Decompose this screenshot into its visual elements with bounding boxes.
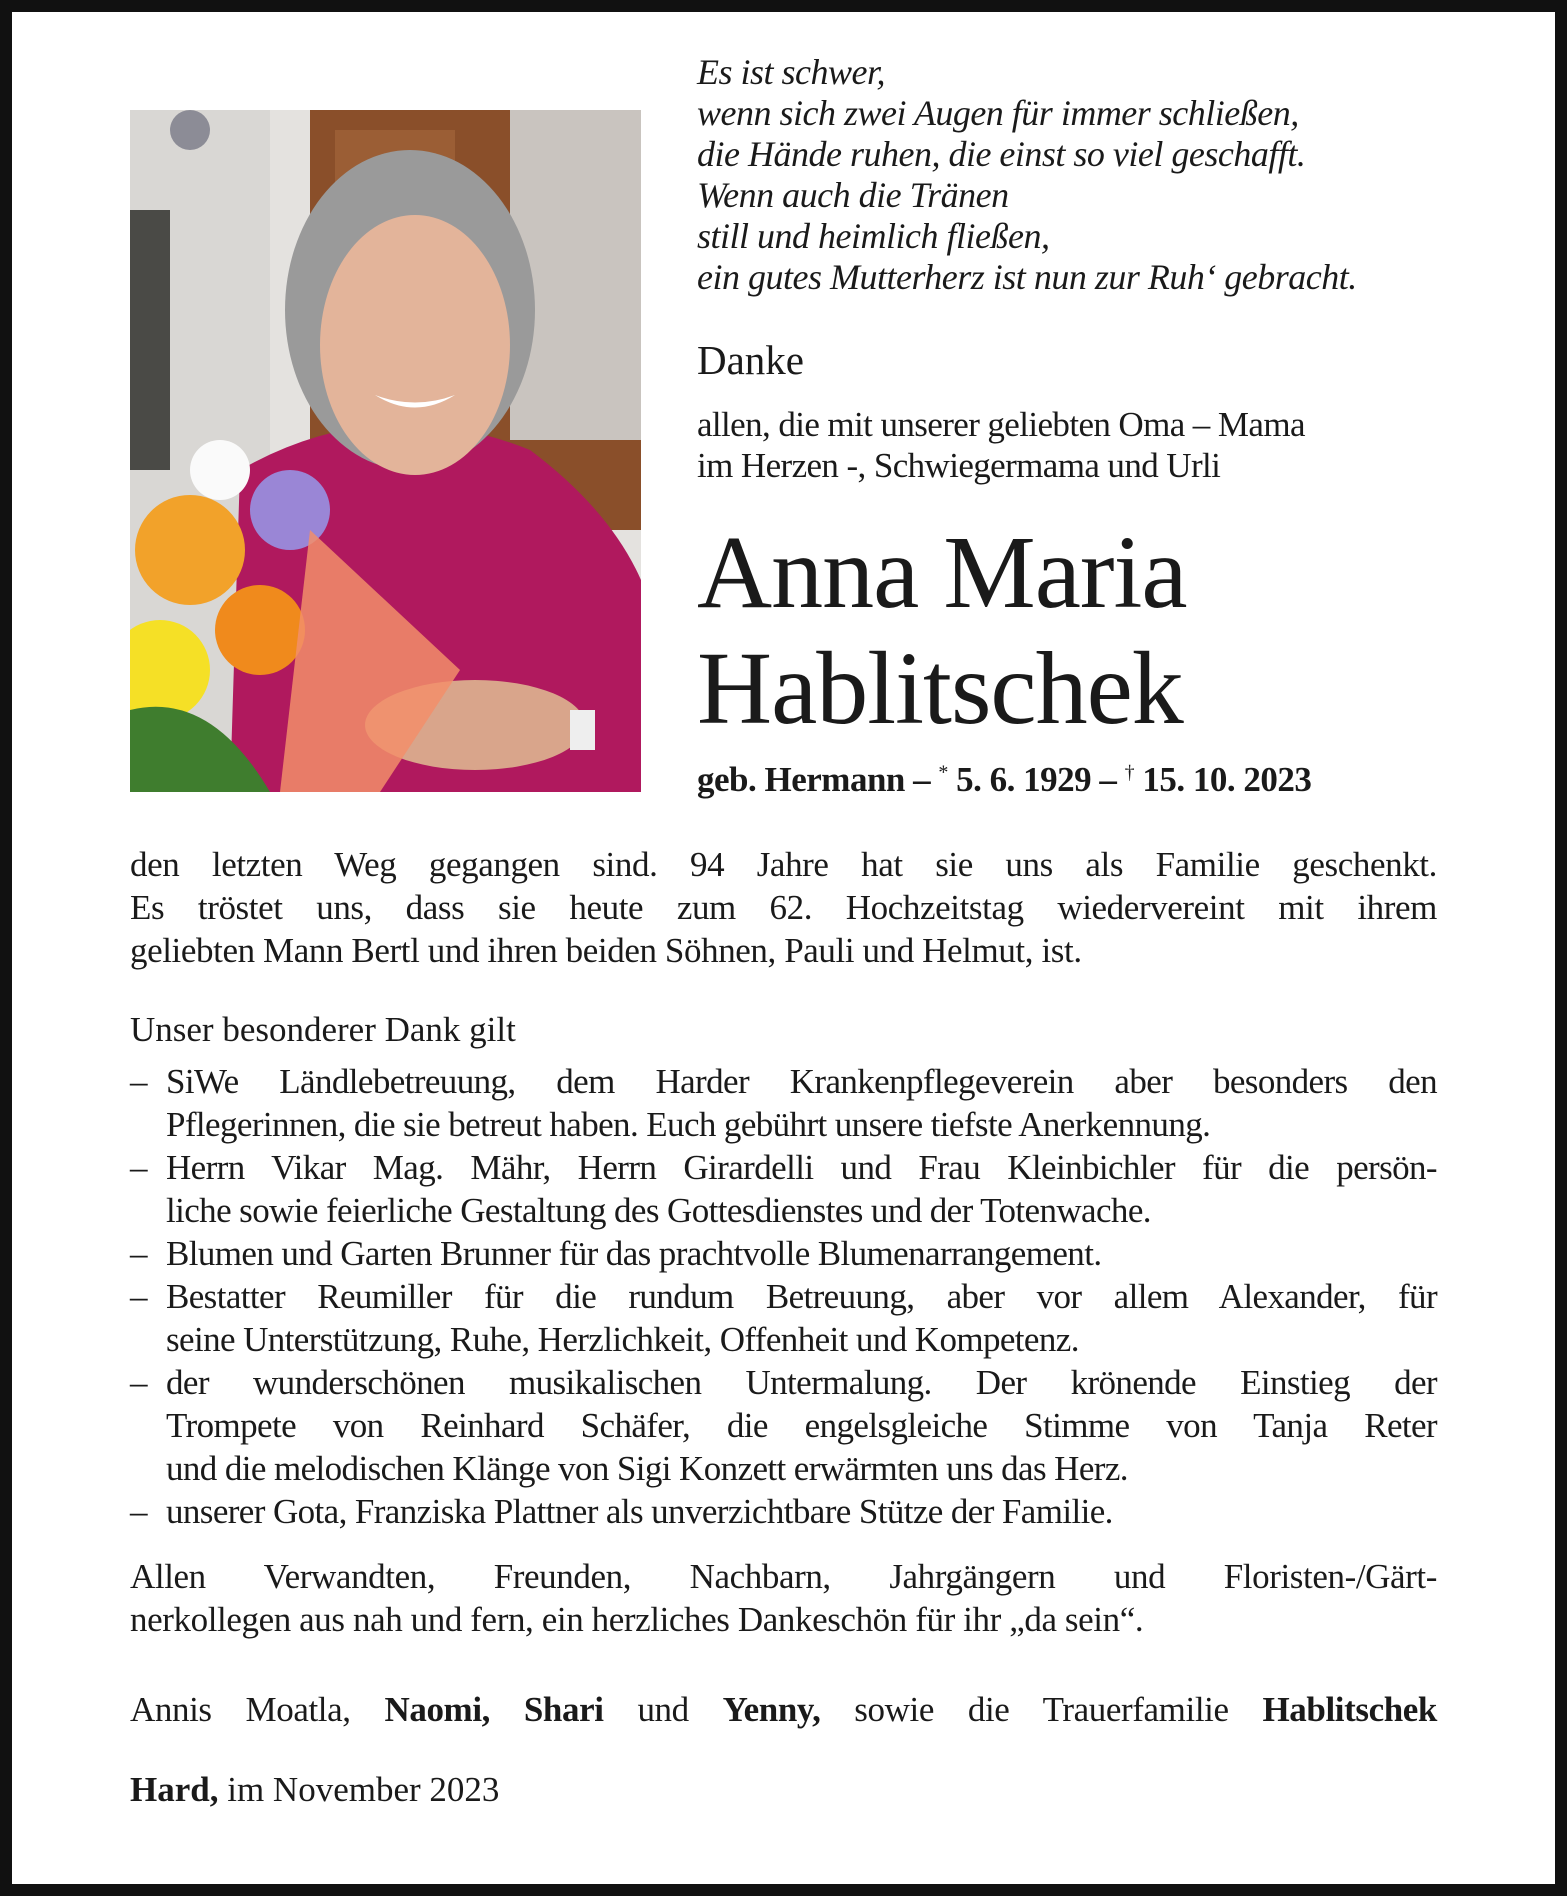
last-name: Hablitschek [697,631,1183,746]
thanks-list [130,1060,1437,1533]
text-line: geliebten Mann Bertl und ihren beiden Söhnen, Pauli und Helmut, ist. [130,931,1082,970]
poem-line: die Hände ruhen, die einst so viel geschafft. [697,134,1306,174]
deceased-name [697,515,1187,747]
list-line: seine Unterstützung, Ruhe, Herzlichkeit, Offenheit und Kompetenz. [166,1320,1079,1359]
list-item [130,1146,1437,1232]
death-date: 15. 10. 2023 [1134,760,1312,799]
death-cross-icon: † [1124,761,1135,784]
list-line: Trompete von Reinhard Schäfer, die engelsgleiche Stimme von Tanja Reter [166,1406,1437,1445]
poem-line: Es ist schwer, [697,52,886,92]
signature-text: Annis Moatla, [130,1690,385,1729]
intro-line: im Herzen -, Schwiegermama und Urli [697,446,1221,485]
text-line: Allen Verwandten, Freunden, Nachbarn, Jahrgängern und Floristen-/Gärt- [130,1557,1437,1596]
signature-names: Yenny, [722,1690,821,1729]
text-line: den letzten Weg gegangen sind. 94 Jahre hat sie uns als Familie geschenkt. [130,845,1437,884]
poem-line: Wenn auch die Tränen [697,175,1009,215]
danke-heading: Danke [697,337,805,383]
text-line: Es tröstet uns, dass sie heute zum 62. Hochzeitstag wiedervereint mit ihrem [130,888,1437,927]
poem-line: ein gutes Mutterherz ist nun zur Ruh‘ gebracht. [697,257,1357,297]
date: im November 2023 [218,1770,500,1809]
place: Hard, [130,1770,219,1809]
separator: – [1091,760,1125,799]
list-line: – unserer Gota, Franziska Plattner als unverzichtbare Stütze der Familie. [166,1492,1113,1531]
first-name: Anna Maria [697,515,1187,630]
list-item [130,1232,1437,1275]
signature-family: Hablitschek [1262,1690,1437,1729]
portrait-photo [130,110,641,792]
birth-name: geb. Hermann [697,760,905,799]
list-item [130,1490,1437,1533]
signature-text: sowie die Trauerfamilie [820,1690,1263,1729]
list-item [130,1060,1437,1146]
poem-line: wenn sich zwei Augen für immer schließen, [697,93,1299,133]
intro-text [697,404,1305,486]
list-line: – Bestatter Reumiller für die rundum Betreuung, aber vor allem Alexander, für [166,1277,1437,1316]
list-line: – Herrn Vikar Mag. Mähr, Herrn Girardelli und Frau Kleinbichler für die persön- [166,1148,1437,1187]
list-line: Pflegerinnen, die sie betreut haben. Euch gebührt unsere tiefste Anerkennung. [166,1105,1211,1144]
thanks-heading: Unser besonderer Dank gilt [130,1010,516,1049]
poem-line: still und heimlich fließen, [697,216,1050,256]
birth-star-icon: * [938,761,948,784]
list-line: – der wunderschönen musikalischen Untermalung. Der krönende Einstieg der [166,1363,1437,1402]
list-item [130,1361,1437,1490]
place-date [130,1770,499,1810]
signature-names: Naomi, Shari [384,1690,604,1729]
birth-date: 5. 6. 1929 [947,760,1092,799]
list-line: – SiWe Ländlebetreuung, dem Harder Krankenpflegeverein aber besonders den [166,1062,1437,1101]
list-line: – Blumen und Garten Brunner für das prachtvolle Blumenarrangement. [166,1234,1102,1273]
list-line: liche sowie feierliche Gestaltung des Gottesdienstes und der Totenwache. [166,1191,1151,1230]
text-line: nerkollegen aus nah und fern, ein herzliches Dankeschön für ihr „da sein“. [130,1600,1144,1639]
intro-line: allen, die mit unserer geliebten Oma – Mama [697,405,1305,444]
list-line: und die melodischen Klänge von Sigi Konzett erwärmten uns das Herz. [166,1449,1128,1488]
life-dates [697,760,1311,800]
signature [130,1690,1437,1730]
separator: – [904,760,939,799]
portrait-photo-icon [130,110,641,792]
list-item [130,1275,1437,1361]
signature-text: und [603,1690,723,1729]
paragraph-relatives [130,1555,1437,1641]
paragraph-family [130,843,1437,972]
poem [697,52,1357,298]
